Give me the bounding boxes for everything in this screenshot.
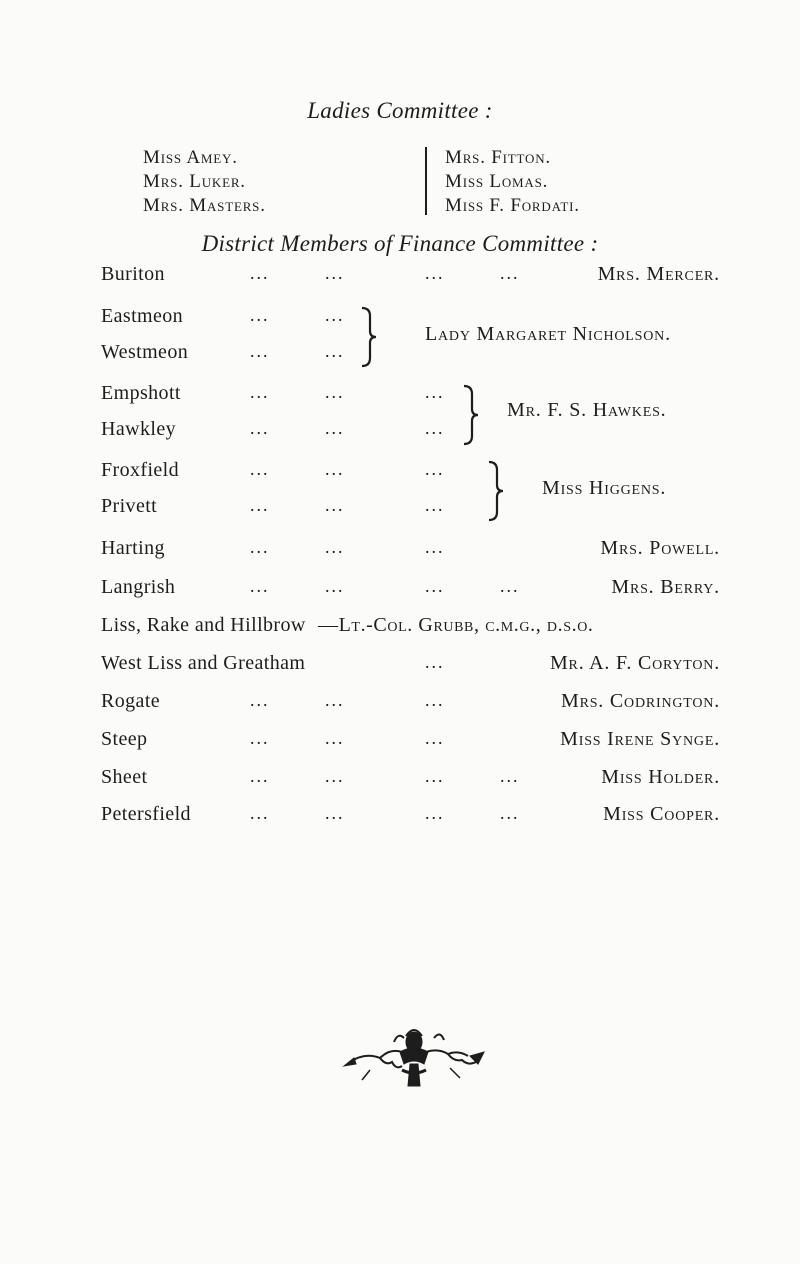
printers-ornament-icon (340, 1022, 488, 1088)
committee-member: Mrs. Masters. (143, 195, 266, 216)
district-row (0, 728, 800, 758)
district-name: Liss, Rake and Hillbrow (101, 614, 306, 636)
finance-committee-heading: District Members of Finance Committee : (201, 231, 599, 256)
district-row (0, 459, 800, 489)
leader-dots: ... (425, 459, 445, 479)
leader-dots: ... (250, 766, 270, 786)
district-member: Lady Margaret Nicholson. (425, 323, 671, 345)
leader-dots: ... (325, 263, 345, 283)
committee-member: Mrs. Fitton. (445, 147, 551, 168)
district-name: Langrish (101, 576, 176, 598)
district-row (0, 614, 800, 644)
district-name: Steep (101, 728, 148, 750)
district-row (0, 537, 800, 567)
leader-dots: ... (250, 263, 270, 283)
leader-dots: ... (325, 305, 345, 325)
district-row (0, 418, 800, 448)
district-member: Mrs. Powell. (600, 537, 720, 559)
district-row (0, 690, 800, 720)
district-row (0, 382, 800, 412)
leader-dots: ... (250, 690, 270, 710)
leader-dots: ... (325, 537, 345, 557)
leader-dots: ... (325, 728, 345, 748)
committee-member: Miss Lomas. (445, 171, 549, 192)
ladies-committee-right-column (445, 146, 580, 218)
leader-dots: ... (500, 766, 520, 786)
committee-member: Mrs. Luker. (143, 171, 246, 192)
leader-dots: ... (250, 803, 270, 823)
district-member: —Lt.-Col. Grubb, c.m.g., d.s.o. (318, 614, 594, 636)
district-member: Mr. F. S. Hawkes. (507, 399, 667, 421)
leader-dots: ... (250, 495, 270, 515)
leader-dots: ... (425, 537, 445, 557)
leader-dots: ... (425, 690, 445, 710)
leader-dots: ... (250, 382, 270, 402)
leader-dots: ... (325, 803, 345, 823)
district-name: Empshott (101, 382, 181, 404)
district-name: Petersfield (101, 803, 191, 825)
leader-dots: ... (325, 766, 345, 786)
leader-dots: ... (500, 803, 520, 823)
district-row (0, 341, 800, 371)
leader-dots: ... (325, 382, 345, 402)
district-name: Froxfield (101, 459, 180, 481)
district-name: Eastmeon (101, 305, 184, 327)
district-row (0, 495, 800, 525)
leader-dots: ... (425, 382, 445, 402)
leader-dots: ... (325, 690, 345, 710)
district-name: Harting (101, 537, 165, 559)
brace-icon (487, 460, 505, 522)
leader-dots: ... (250, 459, 270, 479)
district-name: Privett (101, 495, 158, 517)
leader-dots: ... (325, 576, 345, 596)
leader-dots: ... (425, 803, 445, 823)
brace-icon (462, 384, 480, 446)
leader-dots: ... (250, 418, 270, 438)
district-member: Miss Holder. (601, 766, 720, 788)
leader-dots: ... (250, 728, 270, 748)
district-row (0, 652, 800, 682)
leader-dots: ... (250, 537, 270, 557)
leader-dots: ... (425, 263, 445, 283)
leader-dots: ... (325, 341, 345, 361)
leader-dots: ... (425, 576, 445, 596)
leader-dots: ... (325, 459, 345, 479)
ladies-committee-heading: Ladies Committee : (307, 98, 493, 123)
leader-dots: ... (500, 263, 520, 283)
district-member: Mrs. Berry. (611, 576, 720, 598)
district-member: Miss Cooper. (603, 803, 720, 825)
leader-dots: ... (325, 495, 345, 515)
district-member: Miss Irene Synge. (560, 728, 720, 750)
district-row (0, 803, 800, 833)
brace-icon (360, 306, 378, 368)
district-member: Mr. A. F. Coryton. (549, 652, 720, 674)
committee-member: Miss F. Fordati. (445, 195, 580, 216)
district-member: Mrs. Mercer. (597, 263, 720, 285)
leader-dots: ... (250, 305, 270, 325)
leader-dots: ... (425, 495, 445, 515)
leader-dots: ... (500, 576, 520, 596)
leader-dots: ... (425, 652, 445, 672)
district-row (0, 305, 800, 335)
district-name: Buriton (101, 263, 165, 285)
district-name: Sheet (101, 766, 148, 788)
committee-member: Miss Amey. (143, 147, 238, 168)
district-row (0, 263, 800, 293)
leader-dots: ... (425, 766, 445, 786)
district-name: Westmeon (101, 341, 189, 363)
ladies-committee-left-column (143, 146, 266, 218)
leader-dots: ... (250, 576, 270, 596)
leader-dots: ... (325, 418, 345, 438)
district-name: West Liss and Greatham (101, 652, 306, 674)
district-member: Miss Higgens. (542, 477, 667, 499)
district-row (0, 766, 800, 796)
district-name: Hawkley (101, 418, 176, 440)
district-member: Mrs. Codrington. (560, 690, 720, 712)
leader-dots: ... (425, 728, 445, 748)
district-row (0, 576, 800, 606)
district-name: Rogate (101, 690, 161, 712)
column-divider (425, 147, 427, 215)
leader-dots: ... (425, 418, 445, 438)
leader-dots: ... (250, 341, 270, 361)
